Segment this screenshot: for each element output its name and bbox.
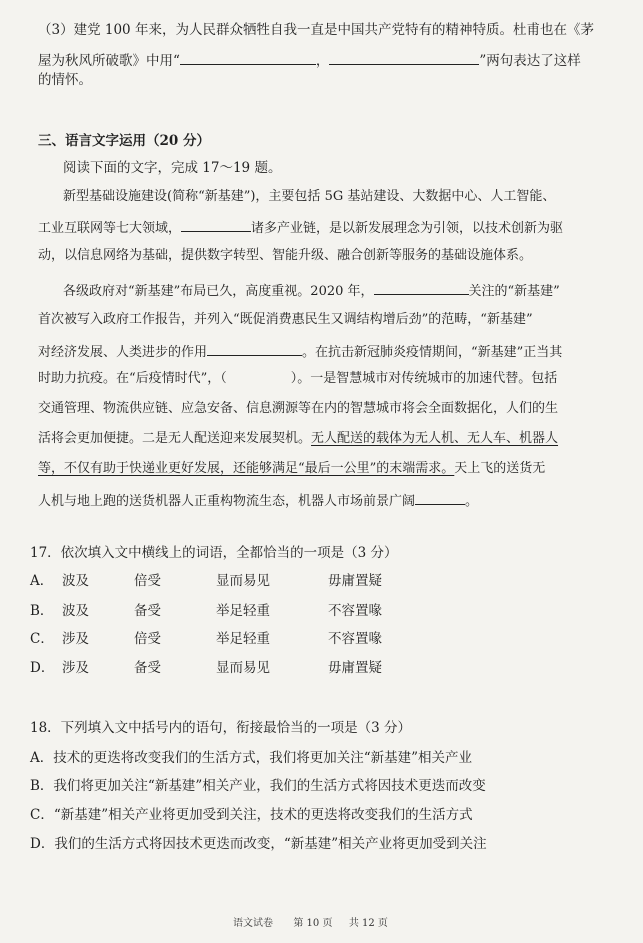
q18-option-a: A．技术的更迭将改变我们的生活方式，我们将更加关注“新基建”相关产业 [30,750,473,766]
option-word-3: 显而易见 [216,573,270,589]
option-word-2: 备受 [134,660,161,676]
footer-total: 共 12 页 [348,918,388,929]
q16-3-line2-end: ”两句表达了这样 [479,53,581,69]
q16-3-comma: ， [315,53,330,69]
section-heading: 三、语言文字运用（20 分） [38,133,210,149]
option-letter: A． [30,573,54,589]
passage-p2-line1 [63,280,560,301]
passage-p1-line2 [38,217,563,238]
q16-3-line2-start: 屋为秋风所破歌》中用“ [38,53,180,69]
passage-blank-2 [374,280,469,295]
passage-p2-line4-end: ）。一是智慧城市对传统城市的加速代替。包括 [290,371,558,386]
q17-option-b [30,602,382,620]
option-word-1: 波及 [62,573,89,589]
option-letter: D． [30,660,55,676]
option-word-2: 倍受 [134,631,161,647]
passage-underlined-sentence-part1: 无人配送的载体为无人机、无人车、机器人 [311,431,559,446]
passage-p2-line4-start: 时助力抗疫。在“后疫情时代”，（ [38,371,227,386]
passage-p2-line4 [38,370,557,388]
option-word-4: 不容置喙 [328,631,382,647]
passage-blank-1 [181,217,251,232]
passage-p2-line3 [38,341,562,362]
option-word-4: 毋庸置疑 [328,660,382,676]
option-word-4: 不容置喙 [328,603,382,619]
passage-p1-line2-end: 诸多产业链，是以新发展理念为引领，以技术创新为驱 [251,221,564,236]
passage-p2-line8-end: 。 [465,494,479,509]
passage-p2-line1-start: 各级政府对“新基建”布局已久，高度重视。2020 年， [63,284,374,299]
passage-p2-line5: 交通管理、物流供应链、应急安备、信息溯源等在内的智慧城市将会全面数据化，人们的生 [38,401,559,416]
passage-p2-line8 [38,490,478,511]
q18-option-c: C．“新基建”相关产业将更加受到关注，技术的更迭将改变我们的生活方式 [30,807,473,823]
option-letter: C． [30,631,54,647]
q17-option-d [30,659,382,677]
q16-3-line2 [38,50,581,70]
q18-option-b: B．我们将更加关注“新基建”相关产业，我们的生活方式将因技术更迭而改变 [30,778,486,794]
section-instruction: 阅读下面的文字，完成 17～19 题。 [63,160,282,176]
passage-p2-line3-end: 。在抗击新冠肺炎疫情期间，“新基建”正当其 [302,345,563,360]
q17-option-c [30,630,382,648]
option-letter: B． [30,603,54,619]
passage-p2-line7 [38,460,545,478]
passage-blank-4 [415,490,465,505]
passage-p2-line2: 首次被写入政府工作报告，并列入“既促消费惠民生又调结构增后劲”的范畴，“新基建” [38,312,533,327]
passage-p1-line2-start: 工业互联网等七大领域， [38,221,182,236]
passage-p1-line1: 新型基础设施建设(简称“新基建”)，主要包括 5G 基站建设、大数据中心、人工智能、 [63,189,556,204]
passage-p2-line6 [38,430,558,448]
q17-stem: 17．依次填入文中横线上的词语，全都恰当的一项是（3 分） [30,545,398,561]
option-word-3: 显而易见 [216,660,270,676]
passage-p2-line7-end: 天上飞的送货无 [454,461,546,476]
q18-stem: 18．下列填入文中括号内的语句，衔接最恰当的一项是（3 分） [30,720,412,736]
page-footer [233,914,388,929]
option-word-1: 涉及 [62,631,89,647]
q17-option-a [30,572,382,590]
q16-3-blank-1 [180,50,316,65]
footer-subject: 语文试卷 [233,918,273,929]
option-word-3: 举足轻重 [216,603,270,619]
passage-underlined-sentence-part2: 等，不仅有助于快递业更好发展，还能够满足“最后一公里”的末端需求。 [38,461,455,476]
passage-p2-line1-end: 关注的“新基建” [468,284,560,299]
option-word-2: 倍受 [134,573,161,589]
option-word-2: 备受 [134,603,161,619]
passage-p2-line6-start: 活将会更加便捷。二是无人配送迎来发展契机。 [38,431,312,446]
option-word-4: 毋庸置疑 [328,573,382,589]
q16-3-line1: （3）建党 100 年来，为人民群众牺牲自我一直是中国共产党特有的精神特质。杜甫也在《茅 [38,22,594,38]
passage-blank-3 [207,341,302,356]
footer-page: 第 10 页 [293,918,333,929]
passage-p2-line8-start: 人机与地上跑的送货机器人正重构物流生态，机器人市场前景广阔 [38,494,416,509]
q16-3-line3: 的情怀。 [38,72,92,88]
option-word-3: 举足轻重 [216,631,270,647]
q16-3-blank-2 [329,50,479,65]
q18-option-d: D．我们的生活方式将因技术更迭而改变，“新基建”相关产业将更加受到关注 [30,836,487,852]
passage-p1-line3: 动，以信息网络为基础，提供数字转型、智能升级、融合创新等服务的基础设施体系。 [38,248,533,263]
passage-p2-line3-start: 对经济发展、人类进步的作用 [38,345,208,360]
option-word-1: 波及 [62,603,89,619]
option-word-1: 涉及 [62,660,89,676]
